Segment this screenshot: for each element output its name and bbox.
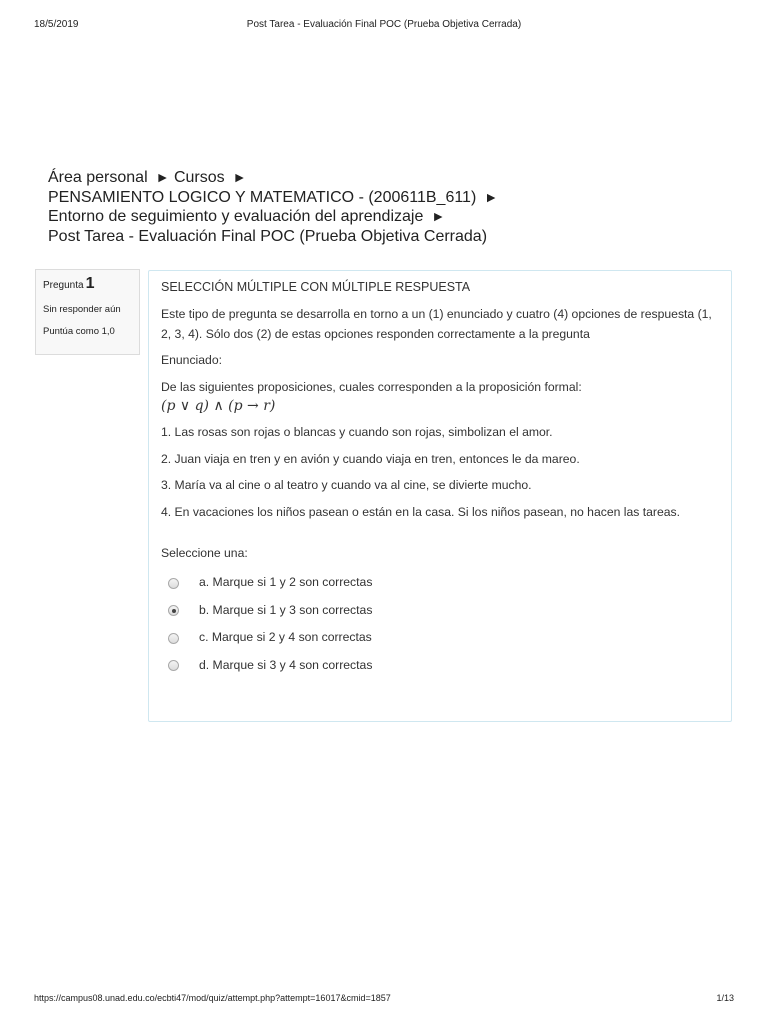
enunciado-text: De las siguientes proposiciones, cuales corresponden a la proposición formal:	[161, 379, 582, 394]
breadcrumb-separator-icon: ►	[155, 169, 170, 185]
answer-option-a[interactable]	[168, 569, 719, 597]
question-label: Pregunta	[43, 280, 84, 291]
radio-button-a[interactable]	[168, 578, 179, 589]
question-number	[43, 275, 132, 293]
breadcrumb-separator-icon: ►	[232, 169, 247, 185]
print-footer-page: 1/13	[716, 993, 734, 1003]
radio-button-b[interactable]	[168, 605, 179, 616]
breadcrumb-separator-icon: ►	[484, 188, 499, 205]
answer-label-c: c. Marque si 2 y 4 son correctas	[199, 630, 372, 645]
question-content	[148, 270, 732, 722]
question-state: Sin responder aún	[43, 304, 121, 315]
formal-proposition: (p ∨ q) ∧ (p → r)	[161, 398, 276, 414]
question-grade: Puntúa como 1,0	[43, 326, 115, 337]
breadcrumb-separator-icon: ►	[431, 208, 446, 224]
statement-item: 2. Juan viaja en tren y en avión y cuando viaja en tren, entonces le da mareo.	[161, 451, 580, 466]
answer-option-c[interactable]	[168, 624, 719, 652]
answer-label-a: a. Marque si 1 y 2 son correctas	[199, 575, 373, 590]
statement-item: 1. Las rosas son rojas o blancas y cuando son rojas, simbolizan el amor.	[161, 425, 553, 439]
question-number-value: 1	[85, 275, 95, 292]
print-title: Post Tarea - Evaluación Final POC (Prueba Objetiva Cerrada)	[246, 19, 522, 30]
question-info-panel	[35, 269, 140, 355]
question-type-heading: SELECCIÓN MÚLTIPLE CON MÚLTIPLE RESPUESTA	[161, 280, 471, 294]
answer-option-d[interactable]	[168, 651, 719, 679]
breadcrumb-item-area-personal[interactable]: Área personal	[48, 169, 148, 186]
radio-button-d[interactable]	[168, 660, 179, 671]
breadcrumb-item-cursos[interactable]: Cursos	[173, 169, 225, 186]
answer-option-b[interactable]	[168, 596, 719, 624]
breadcrumb-item-section[interactable]: Entorno de seguimiento y evaluación del aprendizaje	[48, 208, 424, 225]
answer-label-b: b. Marque si 1 y 3 son correctas	[199, 602, 373, 617]
enunciado-label: Enunciado:	[161, 353, 222, 367]
breadcrumb	[48, 168, 498, 246]
answer-label-d: d. Marque si 3 y 4 son correctas	[199, 657, 373, 672]
answer-prompt: Seleccione una:	[161, 546, 248, 560]
answer-options	[161, 569, 719, 679]
print-date: 18/5/2019	[34, 19, 79, 30]
print-footer-url: https://campus08.unad.edu.co/ecbti47/mod/quiz/attempt.php?attempt=16017&cmid=1857	[34, 993, 391, 1003]
radio-button-c[interactable]	[168, 633, 179, 644]
question-instructions: Este tipo de pregunta se desarrolla en torno a un (1) enunciado y cuatro (4) opciones de respuesta (1, 2, 3, 4). Sólo dos (2) de estas opciones responden correctamente a la pregunta	[161, 307, 712, 341]
statement-item: 4. En vacaciones los niños pasean o están en la casa. Si los niños pasean, no hacen las tareas.	[161, 504, 680, 519]
statement-item: 3. María va al cine o al teatro y cuando va al cine, se divierte mucho.	[161, 478, 532, 492]
breadcrumb-item-course[interactable]: PENSAMIENTO LOGICO Y MATEMATICO - (200611B_611)	[48, 188, 477, 206]
breadcrumb-item-quiz[interactable]: Post Tarea - Evaluación Final POC (Prueba Objetiva Cerrada)	[48, 227, 488, 245]
